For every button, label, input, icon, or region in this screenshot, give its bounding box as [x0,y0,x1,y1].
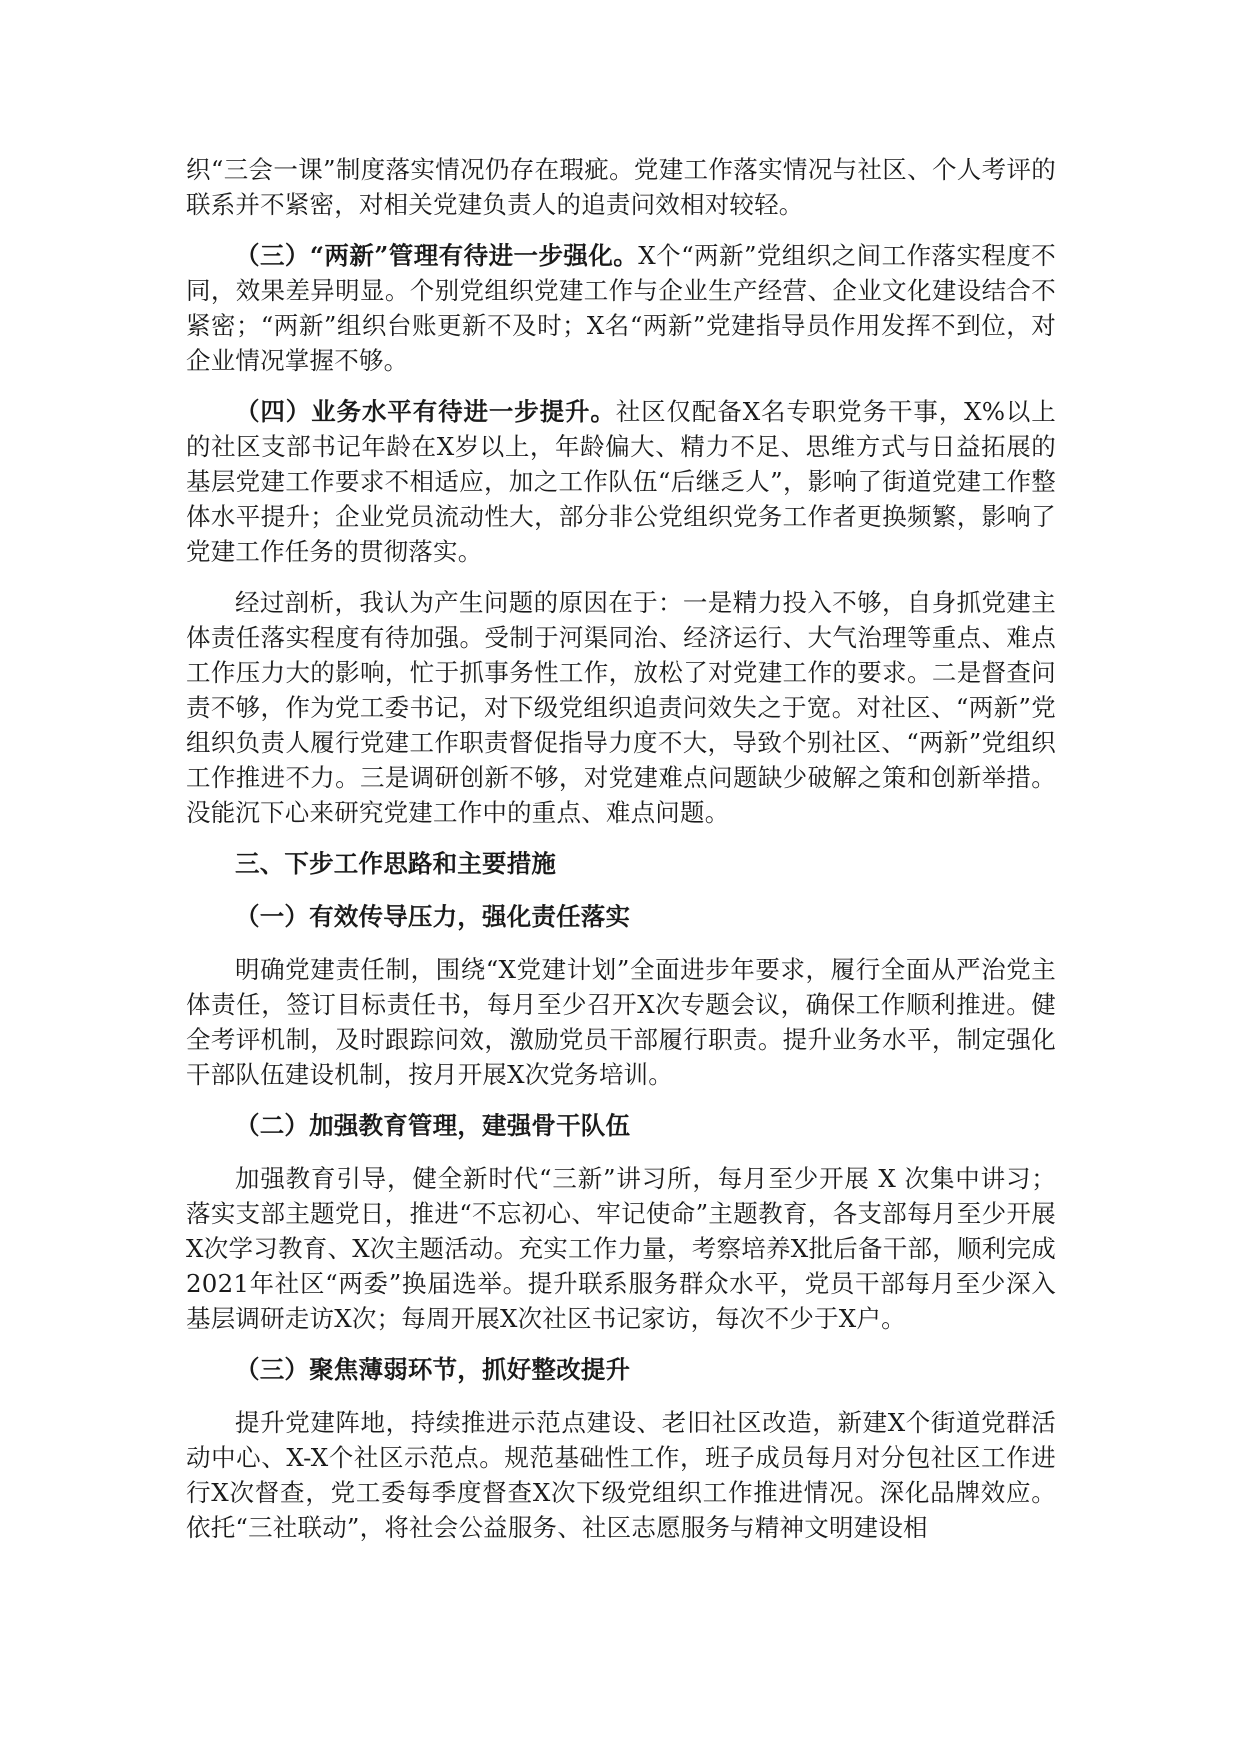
paragraph-continuation: 织“三会一课”制度落实情况仍存在瑕疵。党建工作落实情况与社区、个人考评的联系并不紧密，对相关党建负责人的追责问效相对较轻。 [186,155,1056,219]
subheading-education-management: （二）加强教育管理，建强骨干队伍 [235,1111,631,1140]
paragraph-education-guidance: 加强教育引导，健全新时代“三新”讲习所，每月至少开展 X 次集中讲习；落实支部主题党日，推进“不忘初心、牢记使命”主题教育，各支部每月至少开展X次学习教育、X次主题活动。充实工作力量，考察培养X批后备干部，顺利完成2021年社区“两委”换届选举。提升联系服务群众水平，党员干部每月至少深入基层调研走访X次；每周开展X次社区书记家访，每次不少于X户。 [186,1164,1056,1333]
paragraph-business-level [186,394,1056,569]
document-page [186,152,1056,1561]
paragraph-body: 社区仅配备X名专职党务干事，X%以上的社区支部书记年龄在X岁以上，年龄偏大、精力不足、思维方式与日益拓展的基层党建工作要求不相适应，加之工作队伍“后继乏人”，影响了街道党建工作整体水平提升；企业党员流动性大，部分非公党组织党务工作者更换频繁，影响了党建工作任务的贯彻落实。 [186,397,1057,566]
paragraph-party-positions: 提升党建阵地，持续推进示范点建设、老旧社区改造，新建X个街道党群活动中心、X-X个社区示范点。规范基础性工作，班子成员每月对分包社区工作进行X次督查，党工委每季度督查X次下级党组织工作推进情况。深化品牌效应。依托“三社联动”，将社会公益服务、社区志愿服务与精神文明建设相 [186,1408,1056,1542]
paragraph-responsibility-system: 明确党建责任制，围绕“X党建计划”全面进步年要求，履行全面从严治党主体责任，签订目标责任书，每月至少召开X次专题会议，确保工作顺利推进。健全考评机制，及时跟踪问效，激励党员干部履行职责。提升业务水平，制定强化干部队伍建设机制，按月开展X次党务培训。 [186,955,1056,1089]
section-heading-next-steps: 三、下步工作思路和主要措施 [235,849,557,878]
paragraph-two-new-management [186,238,1056,378]
subheading-weak-links: （三）聚焦薄弱环节，抓好整改提升 [235,1355,631,1384]
subheading-pressure-responsibility: （一）有效传导压力，强化责任落实 [235,902,631,931]
paragraph-lead-heading: （三）“两新”管理有待进一步强化。 [235,241,639,270]
paragraph-body: X个“两新”党组织之间工作落实程度不同，效果差异明显。个别党组织党建工作与企业生产经营、企业文化建设结合不紧密；“两新”组织台账更新不及时；X名“两新”党建指导员作用发挥不到位，对企业情况掌握不够。 [186,241,1056,375]
paragraph-lead-heading: （四）业务水平有待进一步提升。 [235,397,616,426]
paragraph-cause-analysis: 经过剖析，我认为产生问题的原因在于：一是精力投入不够，自身抓党建主体责任落实程度有待加强。受制于河渠同治、经济运行、大气治理等重点、难点工作压力大的影响，忙于抓事务性工作，放松了对党建工作的要求。二是督查问责不够，作为党工委书记，对下级党组织追责问效失之于宽。对社区、“两新”党组织负责人履行党建工作职责督促指导力度不大，导致个别社区、“两新”党组织工作推进不力。三是调研创新不够，对党建难点问题缺少破解之策和创新举措。没能沉下心来研究党建工作中的重点、难点问题。 [186,588,1056,827]
